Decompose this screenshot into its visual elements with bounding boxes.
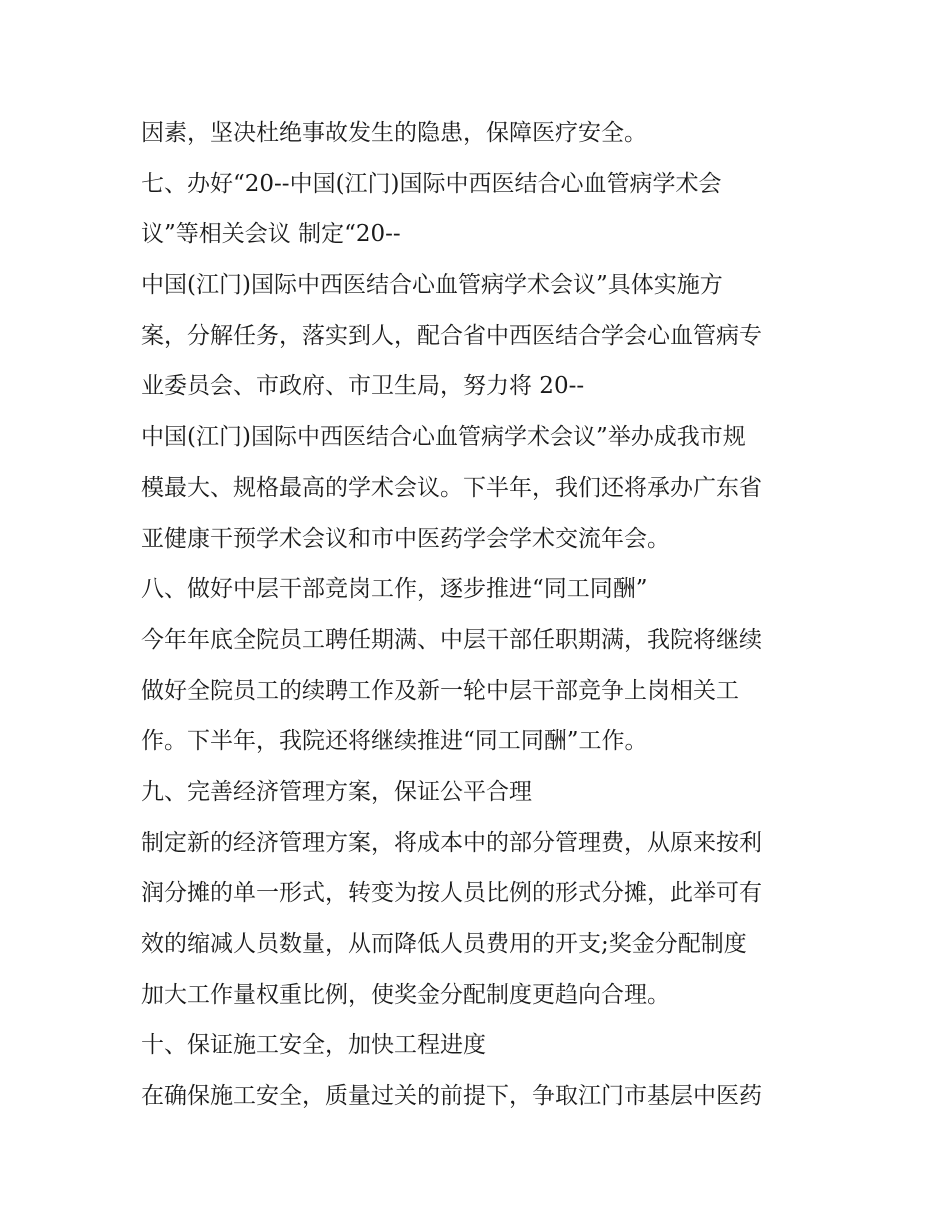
text-line: 润分摊的单一形式，转变为按人员比例的形式分摊，此举可有 [141,880,762,907]
text-line: 效的缩减人员数量，从而降低人员费用的开支;奖金分配制度 [141,931,747,957]
text-line: 亚健康干预学术会议和市中医药学会学术交流年会。 [141,525,670,552]
text-line: 作。下半年，我院还将继续推进“同工同酬”工作。 [141,728,648,755]
text-line: 模最大、规格最高的学术会议。下半年，我们还将承办广东省 [141,474,762,501]
text-line: 中国(江门)国际中西医结合心血管病学术会议”具体实施方 [141,272,723,299]
text-line: 因素，坚决杜绝事故发生的隐患，保障医疗安全。 [141,120,647,146]
text-line: 今年年底全院员工聘任期满、中层干部任职期满，我院将继续 [141,626,762,653]
section-heading-7: 七、办好“20--中国(江门)国际中西医结合心血管病学术会 [141,170,722,197]
text-line: 制定新的经济管理方案，将成本中的部分管理费，从原来按利 [141,829,762,856]
section-heading-8: 八、做好中层干部竞岗工作，逐步推进“同工同酬” [141,576,648,603]
text-line: 做好全院员工的续聘工作及新一轮中层干部竞争上岗相关工 [141,677,739,704]
text-line: 案，分解任务，落实到人，配合省中西医结合学会心血管病专 [141,322,762,349]
section-heading-10: 十、保证施工安全，加快工程进度 [141,1032,486,1059]
document-body [141,108,821,1122]
text-line: 业委员会、市政府、市卫生局，努力将 20-- [141,373,585,400]
section-heading-9: 九、完善经济管理方案，保证公平合理 [141,778,532,805]
text-line: 议”等相关会议 制定“20-- [141,221,401,248]
text-line: 中国(江门)国际中西医结合心血管病学术会议”举办成我市规 [141,424,746,451]
text-line: 加大工作量权重比例，使奖金分配制度更趋向合理。 [141,981,670,1008]
text-line: 在确保施工安全，质量过关的前提下，争取江门市基层中医药 [141,1083,762,1110]
